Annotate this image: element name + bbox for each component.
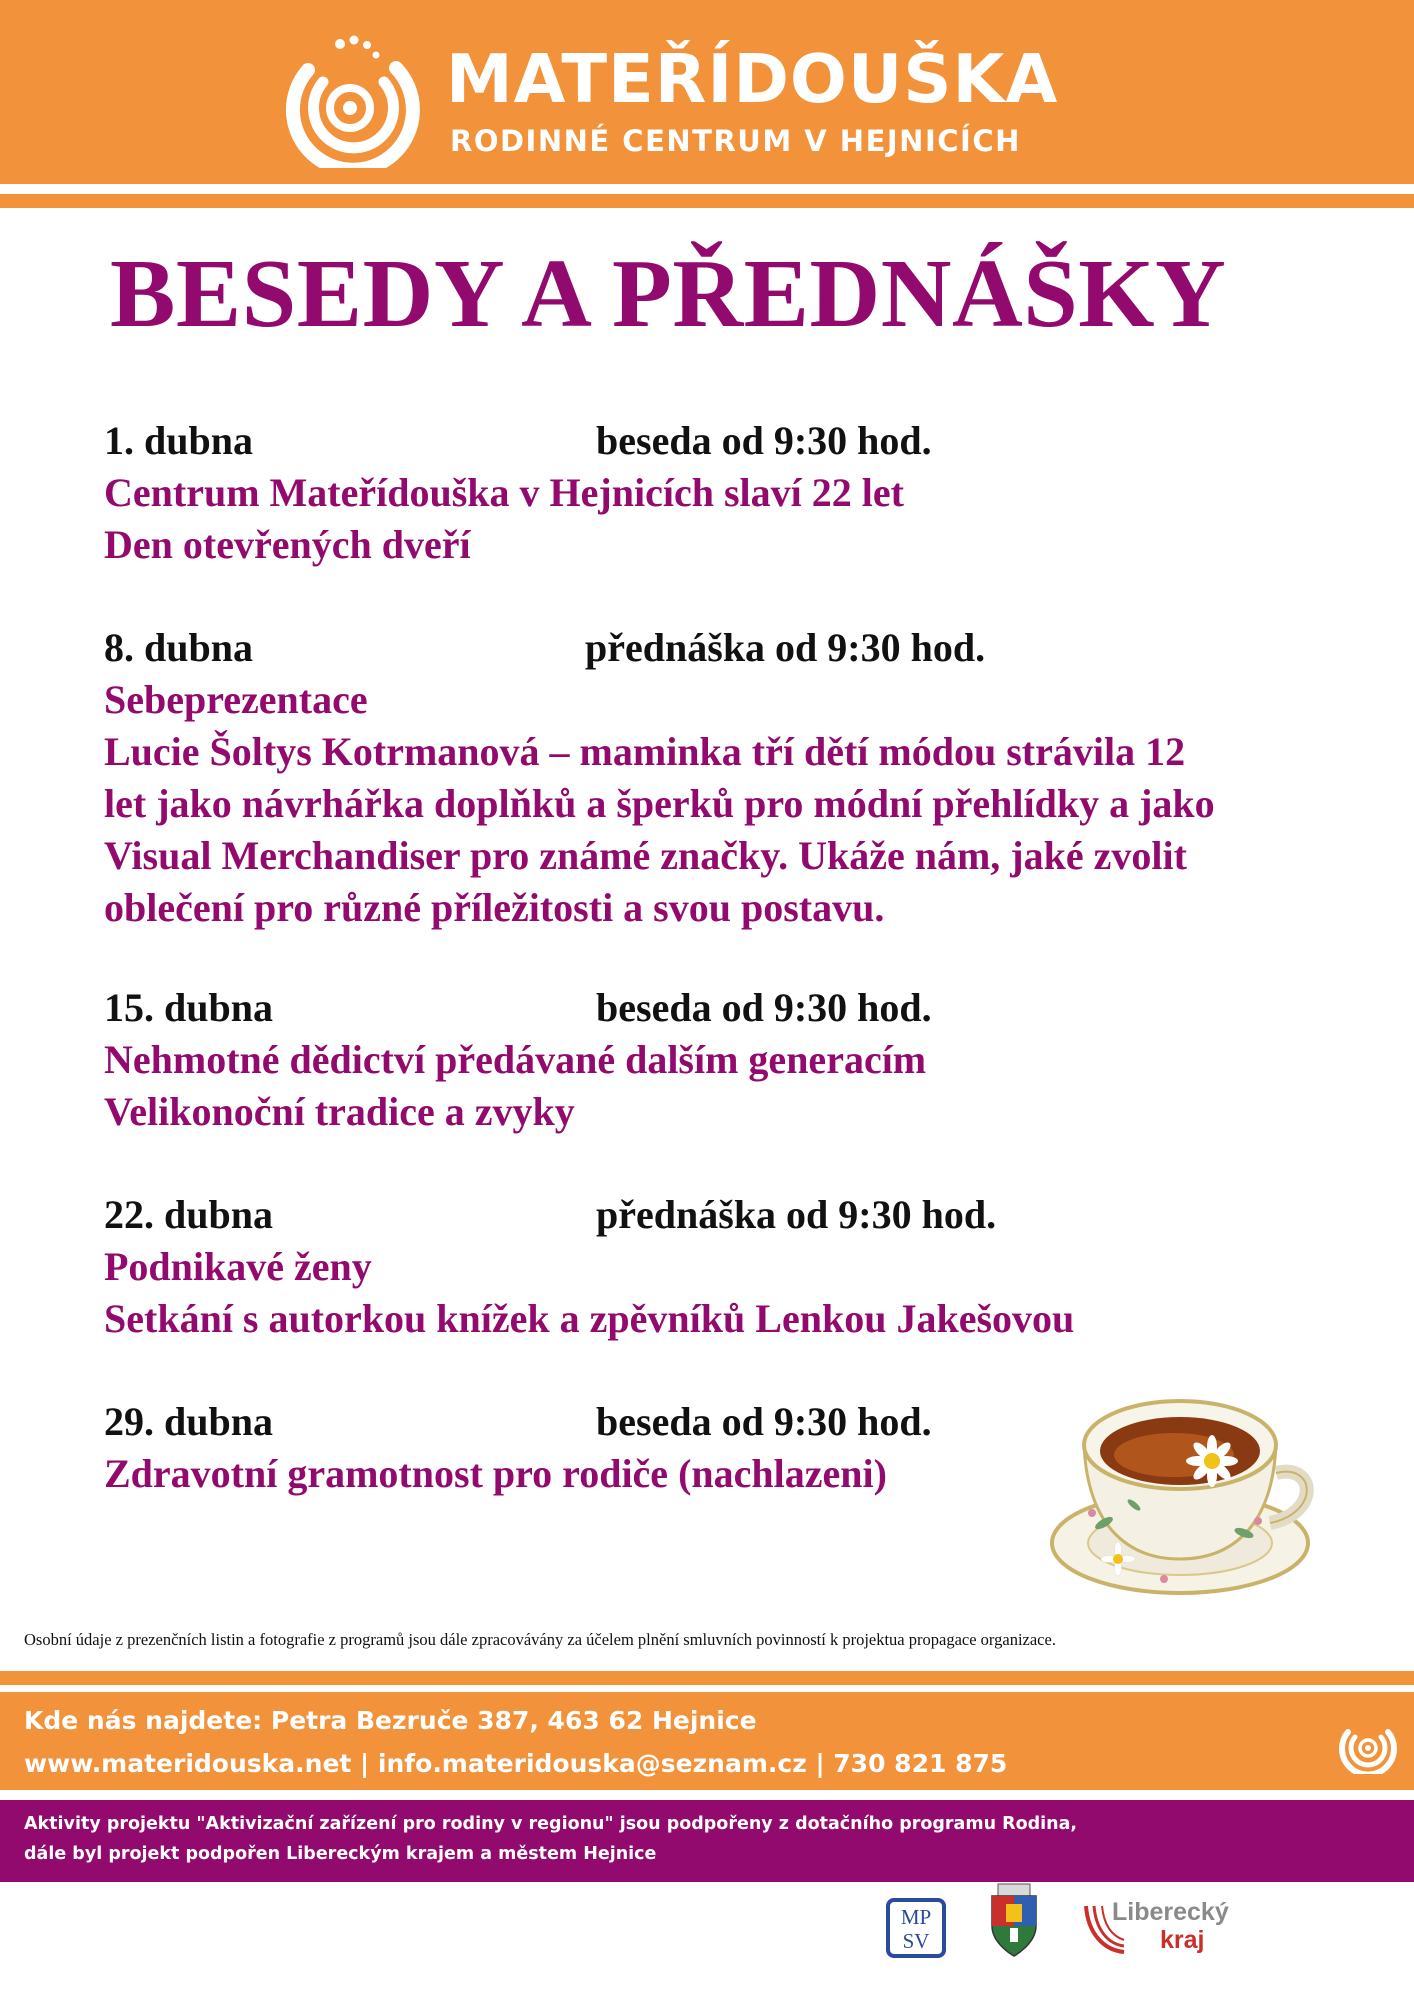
event-line: Nehmotné dědictví předávané dalším generacím [104, 1037, 927, 1082]
event-kind: beseda od 9:30 hod. [596, 418, 932, 463]
event-kind: přednáška od 9:30 hod. [585, 625, 986, 670]
footer-divider [0, 1671, 1414, 1685]
event-line: Den otevřených dveří [104, 522, 471, 567]
event-date: 22. dubna [104, 1192, 273, 1237]
snail-spiral-logo-icon [278, 26, 420, 168]
event-date: 1. dubna [104, 418, 253, 463]
event-kind: beseda od 9:30 hod. [596, 1399, 932, 1444]
footer-contact-bar [0, 1692, 1414, 1790]
page-title: BESEDY A PŘEDNÁŠKY [110, 240, 1227, 348]
event-item [104, 1189, 1344, 1345]
event-line: Setkání s autorkou knížek a zpěvníků Lenkou Jakešovou [104, 1296, 1075, 1341]
event-line: let jako návrhářka doplňků a šperků pro módní přehlídky a jako [104, 781, 1215, 826]
event-date: 29. dubna [104, 1399, 273, 1444]
event-kind: přednáška od 9:30 hod. [596, 1192, 997, 1237]
support-bar [0, 1800, 1414, 1882]
event-line: oblečení pro různé příležitosti a svou postavu. [104, 885, 885, 930]
teacup-with-chamomile-image [1044, 1383, 1316, 1601]
event-line: Centrum Mateřídouška v Hejnicích slaví 22 let [104, 470, 904, 515]
event-line: Podnikavé ženy [104, 1244, 372, 1289]
event-line: Visual Merchandiser pro známé značky. Ukáže nám, jaké zvolit [104, 833, 1187, 878]
brand-subtitle: RODINNÉ CENTRUM V HEJNICÍCH [450, 124, 1021, 158]
event-date: 8. dubna [104, 625, 253, 670]
event-item [104, 415, 1344, 571]
event-date: 15. dubna [104, 985, 273, 1030]
support-line: Aktivity projektu "Aktivizační zařízení pro rodiny v regionu" jsou podpořeny z dotačního programu Rodina, [24, 1814, 1078, 1834]
snail-spiral-logo-icon [1336, 1712, 1398, 1774]
footer-contacts[interactable]: www.materidouska.net | info.materidouska@seznam.cz | 730 821 875 [24, 1749, 1008, 1778]
event-kind: beseda od 9:30 hod. [596, 985, 932, 1030]
mpsv-logo [886, 1898, 946, 1958]
footer-address: Kde nás najdete: Petra Bezruče 387, 463 62 Hejnice [24, 1706, 757, 1735]
event-line: Lucie Šoltys Kotrmanová – maminka tří dětí módou strávila 12 [104, 729, 1186, 774]
brand-name: MATEŘÍDOUŠKA [446, 40, 1059, 118]
support-line: dále byl projekt podpořen Libereckým krajem a městem Hejnice [24, 1844, 657, 1864]
hejnice-coat-of-arms-icon [986, 1880, 1042, 1960]
event-item [104, 982, 1344, 1138]
liberecky-kraj-suffix: kraj [1160, 1926, 1205, 1954]
event-line: Velikonoční tradice a zvyky [104, 1089, 575, 1134]
event-line: Zdravotní gramotnost pro rodiče (nachlazeni) [104, 1451, 887, 1496]
privacy-note: Osobní údaje z prezenčních listin a fotografie z programů jsou dále zpracovávány za účelem plnění smluvních povinností k projektua propagace organizace. [24, 1630, 1056, 1649]
header-divider [0, 194, 1414, 208]
liberecky-kraj-name: Liberecký [1112, 1898, 1229, 1926]
liberecky-kraj-logo [1082, 1896, 1232, 1962]
event-item [104, 622, 1344, 934]
event-line: Sebeprezentace [104, 677, 368, 722]
mpsv-logo-text: MP [900, 1905, 932, 1929]
header-banner [0, 0, 1414, 184]
mpsv-logo-text: SV [902, 1929, 930, 1953]
